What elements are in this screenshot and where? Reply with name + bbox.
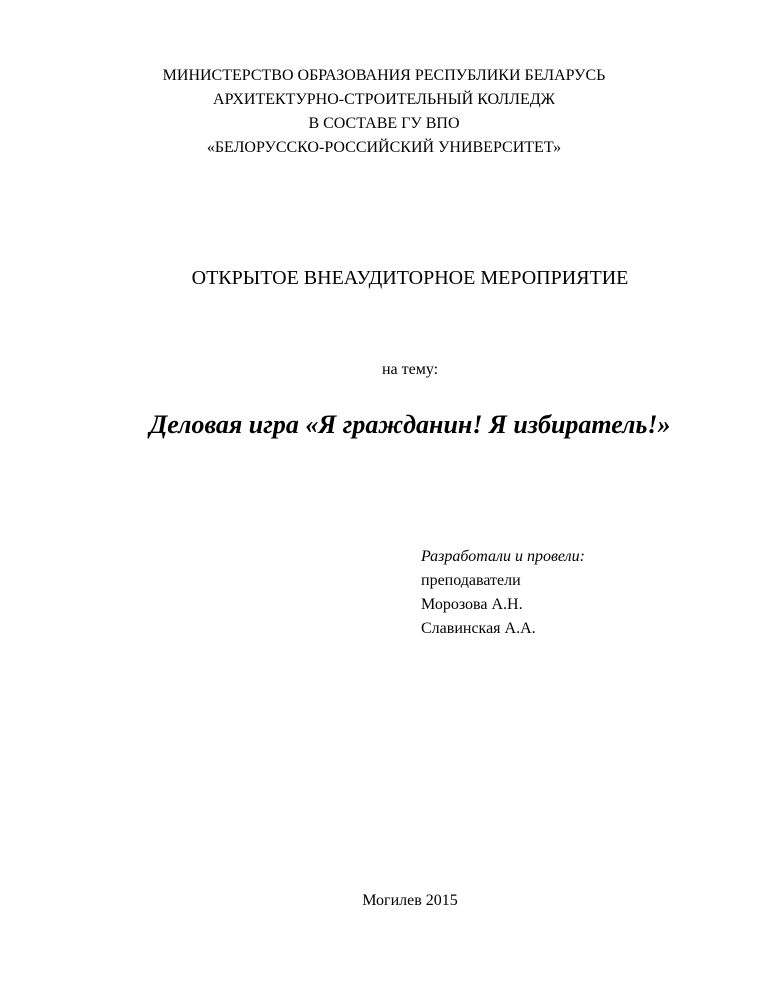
ministry-name: МИНИСТЕРСТВО ОБРАЗОВАНИЯ РЕСПУБЛИКИ БЕЛАРУСЬ bbox=[162, 67, 606, 84]
college-name: АРХИТЕКТУРНО-СТРОИТЕЛЬНЫЙ КОЛЛЕДЖ bbox=[213, 91, 555, 108]
authors-role: преподаватели bbox=[421, 572, 521, 589]
event-type-heading: ОТКРЫТОЕ ВНЕАУДИТОРНОЕ МЕРОПРИЯТИЕ bbox=[191, 267, 629, 289]
author-name: Славинская А.А. bbox=[421, 620, 536, 637]
document-title: Деловая игра «Я гражданин! Я избиратель!» bbox=[149, 410, 671, 439]
place-year-footer: Могилев 2015 bbox=[362, 892, 458, 909]
institution-affiliation: В СОСТАВЕ ГУ ВПО bbox=[308, 115, 460, 132]
topic-label: на тему: bbox=[381, 361, 439, 378]
institution-header bbox=[0, 64, 768, 160]
authors-block bbox=[421, 545, 585, 641]
university-name: «БЕЛОРУССКО-РОССИЙСКИЙ УНИВЕРСИТЕТ» bbox=[206, 139, 562, 156]
author-name: Морозова А.Н. bbox=[421, 596, 523, 613]
authors-heading: Разработали и провели: bbox=[421, 548, 585, 565]
